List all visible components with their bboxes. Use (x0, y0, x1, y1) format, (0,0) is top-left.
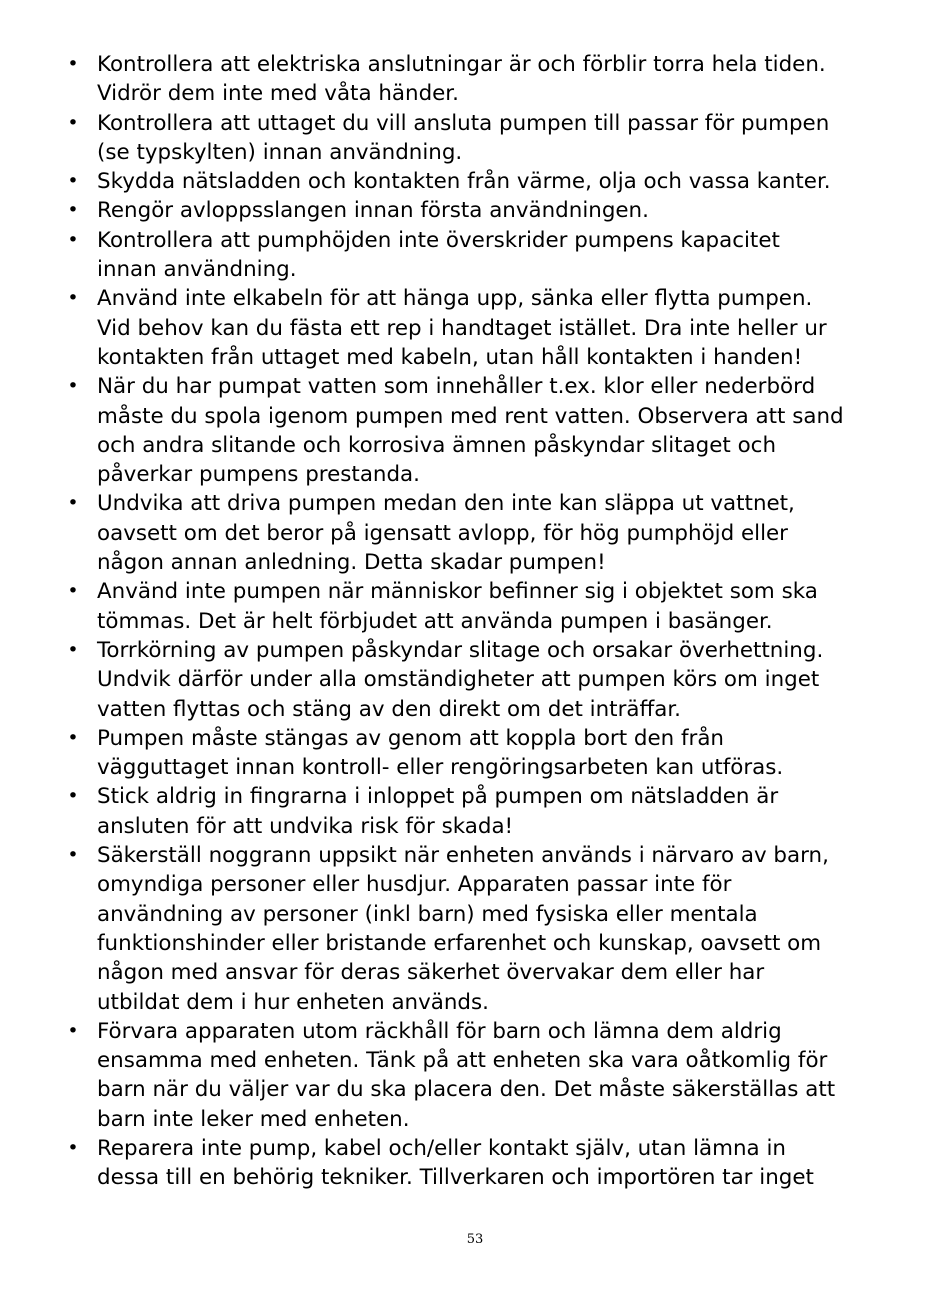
list-item-text (97, 577, 896, 636)
text-line: Förvara apparaten utom räckhåll för barn och lämna dem aldrig (97, 1018, 782, 1044)
list-item-text (97, 50, 896, 109)
text-line: Säkerställ noggrann uppsikt när enheten används i närvaro av barn, (97, 843, 829, 869)
list-item-text (97, 489, 896, 577)
text-line: tömmas. Det är helt förbjudet att använda pumpen i basänger. (97, 608, 773, 634)
bullet-dot-icon: • (67, 1019, 79, 1042)
text-line: barn när du väljer var du ska placera den. Det måste säkerställas att (97, 1077, 836, 1103)
bullet-dot-icon: • (67, 199, 79, 222)
text-line: och andra slitande och korrosiva ämnen påskyndar slitaget och (97, 432, 776, 458)
bullet-dot-icon: • (67, 492, 79, 515)
bullet-dot-icon: • (67, 375, 79, 398)
text-line: påverkar pumpens prestanda. (97, 462, 420, 488)
list-item (66, 577, 896, 636)
list-item (66, 196, 896, 225)
list-item-text (97, 167, 896, 196)
text-line: vatten flyttas och stäng av den direkt om det inträffar. (97, 696, 681, 722)
list-item (66, 284, 896, 372)
list-item-text (97, 109, 896, 168)
list-item-text (97, 372, 896, 489)
text-line: Undvik därför under alla omständigheter att pumpen körs om inget (97, 667, 820, 693)
bullet-dot-icon: • (67, 170, 79, 193)
text-line: utbildat dem i hur enheten används. (97, 989, 489, 1015)
text-line: omyndiga personer eller husdjur. Apparaten passar inte för (97, 872, 732, 898)
list-item-text (97, 724, 896, 783)
text-line: Kontrollera att uttaget du vill ansluta pumpen till passar för pumpen (97, 110, 830, 136)
text-line: ensamma med enheten. Tänk på att enheten ska vara oåtkomlig för (97, 1048, 828, 1074)
text-line: Vid behov kan du fästa ett rep i handtaget istället. Dra inte heller ur (97, 315, 827, 341)
bullet-dot-icon: • (67, 726, 79, 749)
safety-instructions-list (66, 50, 896, 1193)
list-item-text (97, 636, 896, 724)
text-line: Kontrollera att pumphöjden inte överskrider pumpens kapacitet (97, 227, 780, 253)
text-line: Undvika att driva pumpen medan den inte kan släppa ut vattnet, (97, 491, 795, 517)
list-item (66, 636, 896, 724)
text-line: någon med ansvar för deras säkerhet övervakar dem eller har (97, 960, 765, 986)
text-line: dessa till en behörig tekniker. Tillverkaren och importören tar inget (97, 1165, 814, 1191)
bullet-dot-icon: • (67, 111, 79, 134)
bullet-dot-icon: • (67, 638, 79, 661)
bullet-dot-icon: • (67, 844, 79, 867)
bullet-dot-icon: • (67, 287, 79, 310)
text-line: någon annan anledning. Detta skadar pumpen! (97, 550, 606, 576)
list-item (66, 841, 896, 1017)
list-item-text (97, 782, 896, 841)
bullet-dot-icon: • (67, 785, 79, 808)
list-item (66, 226, 896, 285)
text-line: kontakten från uttaget med kabeln, utan håll kontakten i handen! (97, 344, 803, 370)
bullet-dot-icon: • (67, 53, 79, 75)
list-item (66, 489, 896, 577)
list-item-text (97, 1134, 896, 1193)
list-item (66, 50, 896, 109)
list-item (66, 372, 896, 489)
text-line: Kontrollera att elektriska anslutningar är och förblir torra hela tiden. (97, 52, 826, 77)
text-line: (se typskylten) innan användning. (97, 139, 463, 165)
text-line: oavsett om det beror på igensatt avlopp, för hög pumphöjd eller (97, 520, 788, 546)
text-line: Stick aldrig in fingrarna i inloppet på pumpen om nätsladden är (97, 784, 779, 810)
list-item (66, 724, 896, 783)
list-item-text (97, 841, 896, 1017)
list-item-text (97, 226, 896, 285)
list-item (66, 782, 896, 841)
text-line: Torrkörning av pumpen påskyndar slitage och orsakar överhettning. (97, 637, 824, 663)
list-item (66, 1017, 896, 1134)
list-item (66, 1134, 896, 1193)
text-line: ansluten för att undvika risk för skada! (97, 813, 514, 839)
list-item (66, 109, 896, 168)
text-line: När du har pumpat vatten som innehåller t.ex. klor eller nederbörd (97, 374, 816, 400)
text-line: innan användning. (97, 257, 297, 283)
list-item-text (97, 196, 896, 225)
text-line: Använd inte elkabeln för att hänga upp, sänka eller flytta pumpen. (97, 286, 813, 312)
text-line: Skydda nätsladden och kontakten från värme, olja och vassa kanter. (97, 169, 831, 195)
text-line: måste du spola igenom pumpen med rent vatten. Observera att sand (97, 403, 844, 429)
text-line: vägguttaget innan kontroll- eller rengöringsarbeten kan utföras. (97, 755, 784, 781)
list-item-text (97, 284, 896, 372)
text-line: användning av personer (inkl barn) med fysiska eller mentala (97, 901, 758, 927)
bullet-dot-icon: • (67, 228, 79, 251)
page-number: 53 (466, 1232, 484, 1247)
text-line: funktionshinder eller bristande erfarenhet och kunskap, oavsett om (97, 930, 822, 956)
bullet-dot-icon: • (67, 1136, 79, 1159)
text-line: barn inte leker med enheten. (97, 1106, 410, 1132)
text-line: Vidrör dem inte med våta händer. (97, 81, 459, 107)
list-item (66, 167, 896, 196)
text-line: Reparera inte pump, kabel och/eller kontakt själv, utan lämna in (97, 1135, 786, 1161)
text-line: Använd inte pumpen när människor befinner sig i objektet som ska (97, 579, 818, 605)
list-item-text (97, 1017, 896, 1134)
bullet-dot-icon: • (67, 580, 79, 603)
text-line: Rengör avloppsslangen innan första användningen. (97, 198, 649, 224)
text-line: Pumpen måste stängas av genom att koppla bort den från (97, 725, 724, 751)
